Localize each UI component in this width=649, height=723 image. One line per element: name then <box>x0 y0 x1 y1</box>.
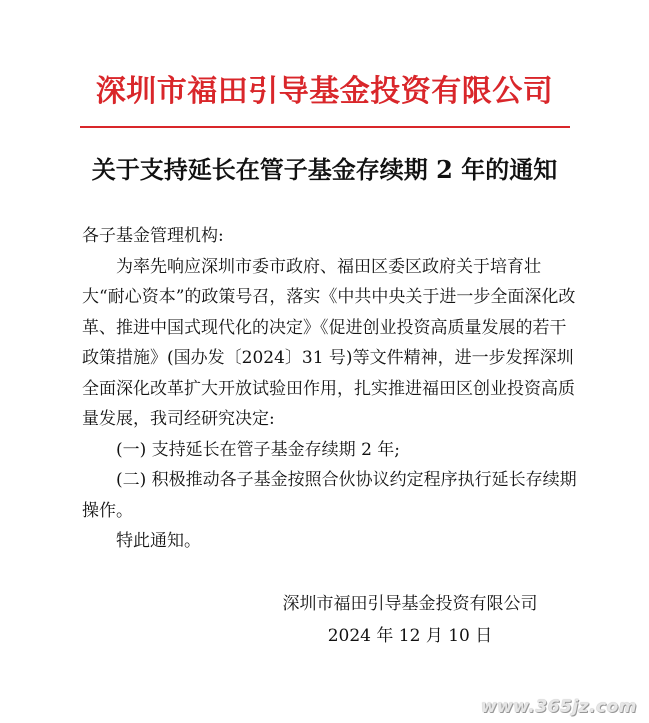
document-title: 关于支持延长在管子基金存续期 2 年的通知 <box>91 155 558 184</box>
header-divider <box>80 126 570 128</box>
body-paragraph-intro: 为率先响应深圳市委市政府、福田区委区政府关于培育壮大“耐心资本”的政策号召，落实《中共中央关于进一步全面深化改革、推进中国式现代化的决定》《促进创业投资高质量发展的若干政策措施》(国办发〔2024〕31 号)等文件精神，进一步发挥深圳全面深化改革扩大开放试验田作用，扎实推进福田区创业投资高质量发展，我司经研究决定: <box>82 256 576 429</box>
signature-block <box>250 588 570 652</box>
body-paragraph-item-2: (二) 积极推动各子基金按照合伙协议约定程序执行延长存续期操作。 <box>82 470 577 521</box>
salutation: 各子基金管理机构: <box>82 226 224 246</box>
document-body <box>82 221 577 557</box>
signature-date: 2024 年 12 月 10 日 <box>327 626 493 646</box>
site-watermark: www.365jz.com <box>480 697 637 717</box>
body-paragraph-item-1: (一) 支持延长在管子基金存续期 2 年; <box>116 439 401 460</box>
signature-organization: 深圳市福田引导基金投资有限公司 <box>282 594 538 614</box>
organization-header: 深圳市福田引导基金投资有限公司 <box>95 74 554 109</box>
closing-remark: 特此通知。 <box>116 531 201 551</box>
